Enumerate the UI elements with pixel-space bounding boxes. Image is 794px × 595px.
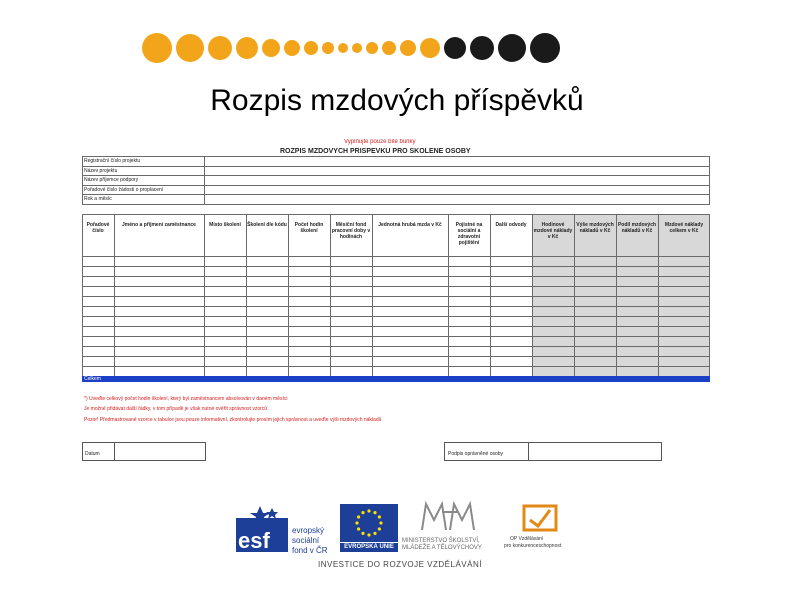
- grid-col-line: [574, 214, 575, 376]
- computed-column-shade: [574, 214, 616, 376]
- grid-col-line: [288, 214, 289, 376]
- note-3: Pozor! Předmastrované vzorce v tabulce jsou pouze informativní, zkontrolujte prosím jejich správnost a uveďte výši mzdových nákladů: [84, 417, 382, 423]
- info-row-label: Rok a měsíc: [84, 196, 112, 202]
- grid-col-line: [448, 214, 449, 376]
- eu-star-icon: [357, 515, 360, 518]
- grid-row-line: [82, 316, 710, 317]
- eu-star-icon: [378, 515, 381, 518]
- eu-flag-icon: [340, 504, 398, 542]
- decorative-dot: [530, 33, 560, 63]
- eu-star-icon: [373, 532, 376, 535]
- decorative-dot: [470, 36, 494, 60]
- grid-col-line: [658, 214, 659, 376]
- fill-note: Vyplňujte pouze bílé buňky: [344, 139, 416, 145]
- esf-mark: esf: [238, 528, 270, 552]
- column-header: Další odvody: [495, 222, 527, 228]
- note-1: *) Uveďte celkový počet hodin školení, který byl zaměstnancem absolvován v daném měsíci: [84, 396, 288, 402]
- info-row-label: Pořadové číslo žádosti o proplacení: [84, 186, 164, 193]
- column-header: Podíl mzdových nákladů v Kč: [617, 222, 657, 234]
- column-header: Jednotná hrubá mzda v Kč: [378, 222, 442, 228]
- column-header: Výše mzdových nákladů v Kč: [576, 222, 614, 234]
- column-header: Místo školení: [209, 222, 241, 228]
- info-col-line: [82, 156, 83, 204]
- grid-col-line: [114, 214, 115, 376]
- date-label: Datum: [85, 451, 100, 457]
- footer-logos: [230, 498, 590, 578]
- op-text-1: OP Vzdělávání: [510, 536, 544, 542]
- op-text-2: pro konkurenceschopnost: [504, 543, 562, 549]
- grid-row-line: [82, 306, 710, 307]
- grid-row-line: [82, 214, 710, 215]
- grid-col-line: [372, 214, 373, 376]
- decorative-dot: [338, 43, 348, 53]
- decorative-dot: [400, 40, 416, 56]
- column-header: Pojistné na sociální a zdravotní pojištění: [455, 222, 483, 246]
- sheet-heading: ROZPIS MZDOVÝCH PŘÍSPĚVKŮ PRO ŠKOLENÉ OSOBY: [280, 148, 471, 155]
- info-col-line: [204, 156, 205, 204]
- info-row-line: [82, 166, 710, 167]
- decorative-dot: [322, 42, 334, 54]
- grid-row-line: [82, 256, 710, 257]
- op-emblem-icon: [520, 502, 560, 534]
- esf-text-1: evropský: [292, 526, 325, 535]
- grid-col-line: [532, 214, 533, 376]
- grid-col-line: [709, 214, 710, 376]
- grid-row-line: [82, 346, 710, 347]
- decorative-dot: [236, 37, 258, 59]
- msmt-emblem-icon: [418, 500, 478, 534]
- eu-star-icon: [367, 533, 370, 536]
- grid-row-line: [82, 286, 710, 287]
- date-box: [82, 442, 206, 461]
- date-box-divider: [114, 442, 115, 460]
- info-row-line: [82, 175, 710, 176]
- signature-label: Podpis oprávněné osoby: [448, 451, 504, 457]
- decorative-dot: [176, 34, 204, 62]
- decorative-dot: [304, 41, 318, 55]
- signature-box-divider: [528, 442, 529, 460]
- grid-col-line: [616, 214, 617, 376]
- grid-col-line: [246, 214, 247, 376]
- decorative-dot: [444, 37, 466, 59]
- msmt-text-1: MINISTERSTVO ŠKOLSTVÍ,: [402, 538, 480, 544]
- eu-star-icon: [361, 511, 364, 514]
- grid-row-line: [82, 326, 710, 327]
- info-row-label: Název příjemce podpory: [84, 177, 139, 183]
- column-header: Školení dle kódu: [247, 222, 287, 228]
- total-row: [82, 376, 710, 382]
- decorative-dot: [498, 34, 526, 62]
- esf-logo: [236, 504, 336, 555]
- grid-row-line: [82, 276, 710, 277]
- eu-logo: [340, 504, 398, 552]
- msmt-text-2: MLÁDEŽE A TĚLOVÝCHOVY: [402, 545, 482, 551]
- grid-row-line: [82, 336, 710, 337]
- grid-col-line: [490, 214, 491, 376]
- column-header: Hodinové mzdové náklady v Kč: [533, 222, 573, 240]
- eu-star-icon: [361, 532, 364, 535]
- msmt-logo: [400, 500, 496, 552]
- decorative-dots: [0, 0, 794, 80]
- spreadsheet-image: [82, 134, 710, 470]
- decorative-dot: [262, 39, 280, 57]
- computed-column-shade: [616, 214, 658, 376]
- column-header: Pořadové číslo: [86, 222, 110, 234]
- grid-row-line: [82, 296, 710, 297]
- op-logo: [502, 502, 582, 552]
- eu-star-icon: [373, 511, 376, 514]
- eu-star-icon: [367, 509, 370, 512]
- slide-title: Rozpis mzdových příspěvků: [210, 84, 584, 117]
- decorative-dot: [420, 38, 440, 58]
- eu-star-icon: [379, 521, 382, 524]
- info-col-line: [709, 156, 710, 204]
- eu-star-icon: [378, 527, 381, 530]
- total-label: Celkem: [84, 376, 101, 382]
- grid-col-line: [82, 214, 83, 376]
- column-header: Mzdové náklady celkem v Kč: [664, 222, 704, 234]
- computed-column-shade: [658, 214, 710, 376]
- esf-text-3: fond v ČR: [292, 546, 328, 555]
- esf-text-2: sociální: [292, 536, 320, 545]
- info-row-label: Název projektu: [84, 167, 118, 174]
- grid-col-line: [204, 214, 205, 376]
- grid-col-line: [330, 214, 331, 376]
- grid-row-line: [82, 266, 710, 267]
- decorative-dot: [382, 41, 396, 55]
- info-row-line: [82, 194, 710, 195]
- note-2: Je možné přidávat další řádky, v tom případě je však nutné ověřit správnost vzorců: [84, 406, 268, 412]
- column-header: Jméno a příjmení zaměstnance: [122, 222, 196, 228]
- decorative-dot: [366, 42, 378, 54]
- eu-label: EVROPSKÁ UNIE: [340, 543, 398, 552]
- grid-row-line: [82, 356, 710, 357]
- eu-star-icon: [357, 527, 360, 530]
- decorative-dot: [284, 40, 300, 56]
- info-row-line: [82, 204, 710, 205]
- info-row-line: [82, 185, 710, 186]
- eu-star-icon: [355, 521, 358, 524]
- column-header: Měsíční fond pracovní doby v hodinách: [331, 222, 371, 240]
- info-row-label: Registrační číslo projektu: [84, 158, 141, 164]
- column-header: Počet hodin školení: [294, 222, 324, 234]
- decorative-dot: [208, 36, 232, 60]
- info-row-line: [82, 156, 710, 157]
- grid-row-line: [82, 366, 710, 367]
- decorative-dot: [352, 43, 362, 53]
- slogan: INVESTICE DO ROZVOJE VZDĚLÁVÁNÍ: [318, 560, 482, 569]
- esf-star-icon: [236, 504, 288, 552]
- decorative-dot: [142, 33, 172, 63]
